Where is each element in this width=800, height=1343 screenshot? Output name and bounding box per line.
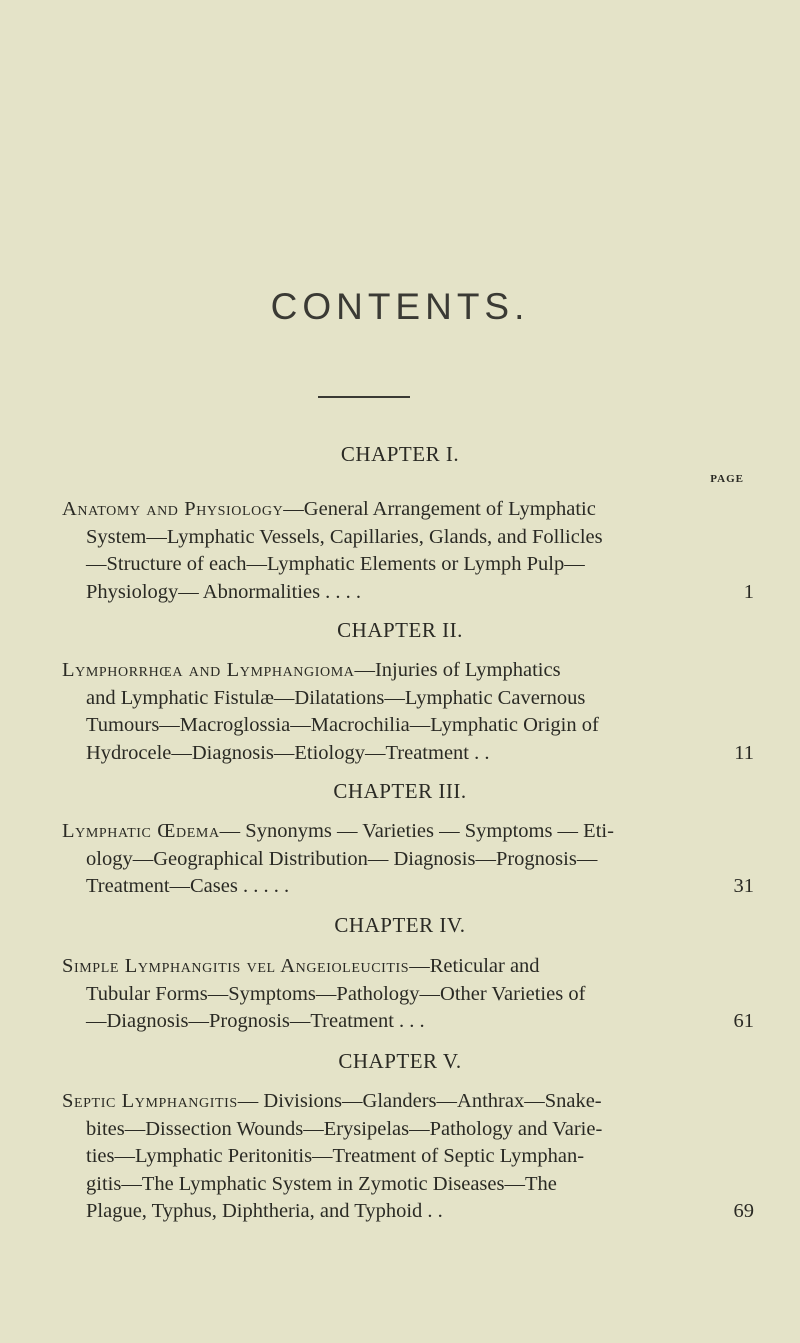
page-number: 1 bbox=[743, 580, 754, 603]
page-number: 69 bbox=[733, 1200, 754, 1222]
page-title: CONTENTS. bbox=[270, 286, 530, 327]
title-divider bbox=[318, 396, 410, 398]
chapter-1-entry[interactable] bbox=[62, 496, 754, 606]
entry-subject: Simple Lymphangitis vel Angeioleucitis bbox=[62, 955, 410, 977]
toc-line: Simple Lymphangitis vel Angeioleucitis—Reticular and bbox=[62, 955, 540, 977]
toc-line: Plague, Typhus, Diphtheria, and Typhoid . . 69 bbox=[62, 1198, 754, 1226]
chapter-5-entry[interactable] bbox=[62, 1088, 754, 1226]
toc-line: —Structure of each—Lymphatic Elements or Lymph Pulp— bbox=[86, 553, 585, 575]
toc-line: ties—Lymphatic Peritonitis—Treatment of Septic Lymphan- bbox=[86, 1145, 585, 1167]
toc-line: Hydrocele—Diagnosis—Etiology—Treatment . . 11 bbox=[62, 740, 754, 768]
entry-subject: Lymphatic Œdema bbox=[62, 820, 220, 842]
page-number: 11 bbox=[734, 741, 754, 764]
chapter-5-heading: CHAPTER V. bbox=[338, 1049, 462, 1073]
toc-line: Physiology— Abnormalities . . . . 1 bbox=[62, 579, 754, 607]
toc-line: Lymphatic Œdema— Synonyms — Varieties — Symptoms — Eti- bbox=[62, 820, 614, 842]
entry-subject: Septic Lymphangitis bbox=[62, 1090, 238, 1112]
page-number: 61 bbox=[733, 1010, 754, 1032]
entry-subject: Lymphorrhœa and Lymphangioma bbox=[62, 659, 355, 681]
chapter-3-heading: CHAPTER III. bbox=[333, 779, 467, 803]
toc-line: —Diagnosis—Prognosis—Treatment . . . 61 bbox=[62, 1008, 754, 1036]
toc-line: Tubular Forms—Symptoms—Pathology—Other Varieties of bbox=[86, 982, 586, 1005]
page-column-label: PAGE bbox=[710, 473, 744, 485]
toc-line: ology—Geographical Distribution— Diagnosis—Prognosis— bbox=[86, 847, 598, 870]
page-number: 31 bbox=[733, 875, 754, 897]
chapter-4-entry[interactable] bbox=[62, 953, 754, 1036]
chapter-3-entry[interactable] bbox=[62, 818, 754, 901]
chapter-4-heading: CHAPTER IV. bbox=[334, 913, 466, 937]
toc-line: Anatomy and Physiology—General Arrangement of Lymphatic bbox=[62, 498, 596, 520]
chapter-2-heading: CHAPTER II. bbox=[337, 618, 463, 642]
chapter-1-heading: CHAPTER I. bbox=[340, 442, 460, 466]
entry-subject: Anatomy and Physiology bbox=[62, 498, 284, 520]
toc-line: Tumours—Macroglossia—Macrochilia—Lymphatic Origin of bbox=[86, 714, 599, 736]
chapter-2-entry[interactable] bbox=[62, 657, 754, 767]
toc-line: Lymphorrhœa and Lymphangioma—Injuries of Lymphatics bbox=[62, 659, 561, 681]
toc-line: Treatment—Cases . . . . . 31 bbox=[62, 873, 754, 901]
toc-line: System—Lymphatic Vessels, Capillaries, Glands, and Follicles bbox=[86, 525, 603, 548]
toc-line: Septic Lymphangitis— Divisions—Glanders—Anthrax—Snake- bbox=[62, 1090, 602, 1112]
toc-line: and Lymphatic Fistulæ—Dilatations—Lymphatic Cavernous bbox=[86, 686, 586, 709]
toc-line: gitis—The Lymphatic System in Zymotic Diseases—The bbox=[86, 1172, 557, 1195]
toc-line: bites—Dissection Wounds—Erysipelas—Pathology and Varie- bbox=[86, 1117, 603, 1140]
